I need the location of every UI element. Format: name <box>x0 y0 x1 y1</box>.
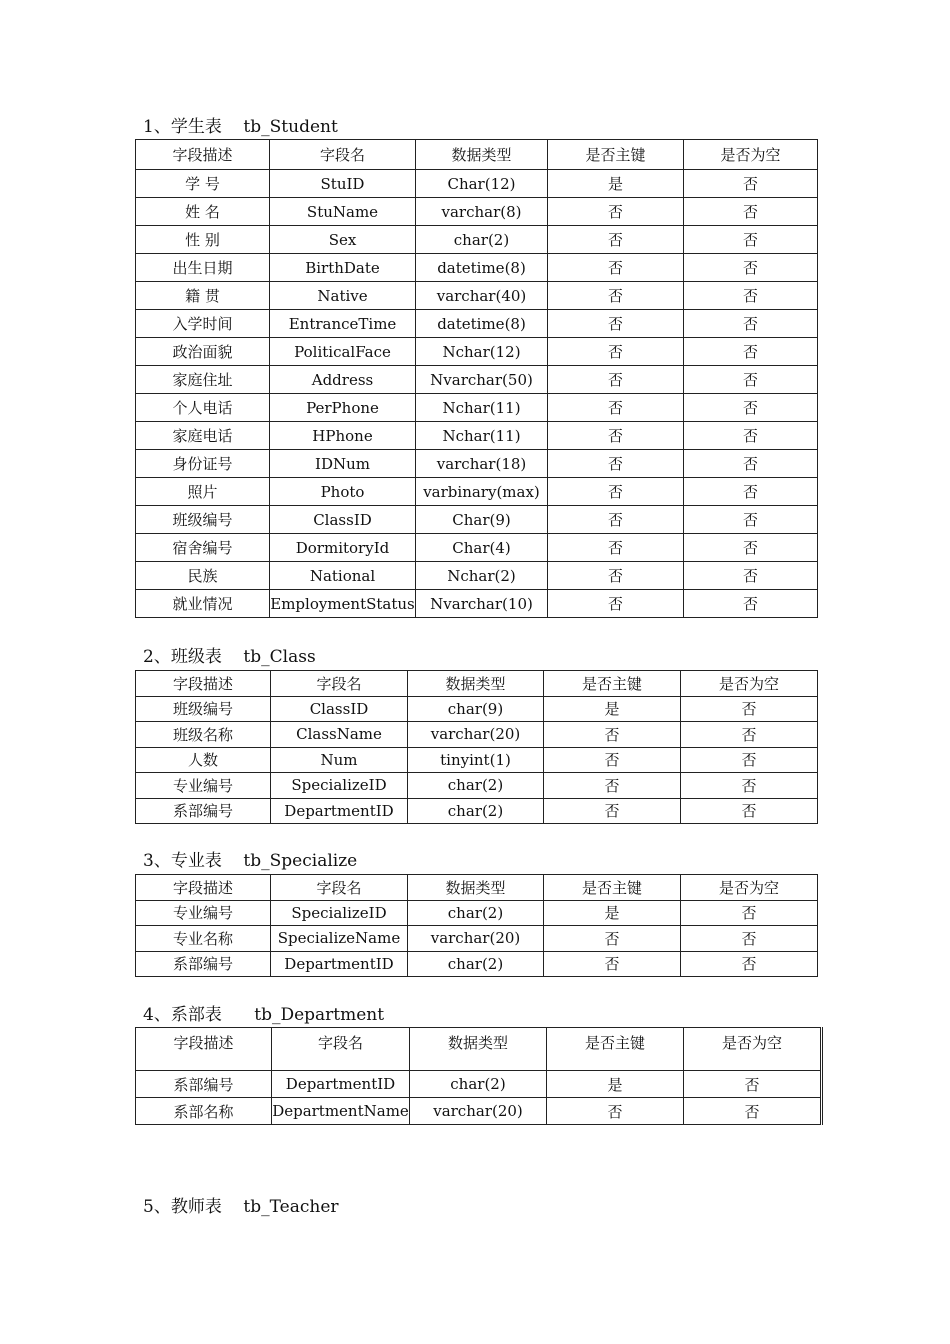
table-body <box>136 875 818 977</box>
section-title-student: 1、学生表 tb_Student <box>143 117 338 137</box>
cell-field-desc: 政治面貌 <box>136 338 270 366</box>
cell-field-desc: 就业情况 <box>136 590 270 618</box>
cell-is-nullable: 否 <box>684 506 818 534</box>
cell-data-type: Nchar(2) <box>416 562 548 590</box>
cell-is-nullable: 否 <box>681 951 818 977</box>
table-header-row <box>136 1028 822 1071</box>
cell-is-primary-key: 是 <box>547 1071 684 1098</box>
table-row <box>136 1071 822 1098</box>
cell-field-desc: 性 别 <box>136 226 270 254</box>
table-row <box>136 394 818 422</box>
cell-is-primary-key: 是 <box>548 170 684 198</box>
cell-data-type: varchar(20) <box>408 722 544 748</box>
header-is-primary-key: 是否主键 <box>544 671 681 697</box>
header-field-desc: 字段描述 <box>136 875 271 901</box>
cell-field-desc: 家庭住址 <box>136 366 270 394</box>
cell-is-primary-key: 否 <box>548 534 684 562</box>
cell-is-primary-key: 是 <box>544 900 681 926</box>
cell-is-nullable: 否 <box>684 534 818 562</box>
header-field-name: 字段名 <box>271 671 408 697</box>
cell-is-nullable: 否 <box>684 1098 822 1125</box>
table-row <box>136 226 818 254</box>
table-row <box>136 900 818 926</box>
header-field-desc: 字段描述 <box>136 671 271 697</box>
cell-is-primary-key: 是 <box>544 696 681 722</box>
table-header-row <box>136 671 818 697</box>
table-row <box>136 722 818 748</box>
cell-data-type: Char(9) <box>416 506 548 534</box>
table-row <box>136 198 818 226</box>
cell-is-nullable: 否 <box>684 310 818 338</box>
cell-is-primary-key: 否 <box>544 747 681 773</box>
header-data-type: 数据类型 <box>416 140 548 170</box>
header-field-name: 字段名 <box>270 140 416 170</box>
table-row <box>136 773 818 799</box>
table-row <box>136 506 818 534</box>
cell-field-name: Native <box>270 282 416 310</box>
cell-field-name: PoliticalFace <box>270 338 416 366</box>
table-row <box>136 747 818 773</box>
cell-is-nullable: 否 <box>684 1071 822 1098</box>
cell-data-type: varchar(18) <box>416 450 548 478</box>
cell-field-name: SpecializeID <box>271 773 408 799</box>
table-header-row <box>136 140 818 170</box>
cell-data-type: varchar(20) <box>410 1098 547 1125</box>
cell-is-nullable: 否 <box>684 282 818 310</box>
cell-field-name: Num <box>271 747 408 773</box>
header-data-type: 数据类型 <box>408 875 544 901</box>
cell-is-primary-key: 否 <box>548 478 684 506</box>
cell-is-primary-key: 否 <box>544 951 681 977</box>
cell-is-nullable: 否 <box>684 562 818 590</box>
table-row <box>136 254 818 282</box>
cell-is-primary-key: 否 <box>548 450 684 478</box>
cell-field-desc: 系部编号 <box>136 798 271 824</box>
header-field-desc: 字段描述 <box>136 1028 272 1071</box>
cell-data-type: Nvarchar(50) <box>416 366 548 394</box>
department-table <box>135 1027 823 1125</box>
table-row <box>136 562 818 590</box>
cell-field-desc: 班级名称 <box>136 722 271 748</box>
cell-field-name: SpecializeID <box>271 900 408 926</box>
cell-field-name: Photo <box>270 478 416 506</box>
cell-data-type: datetime(8) <box>416 254 548 282</box>
cell-is-nullable: 否 <box>681 696 818 722</box>
header-data-type: 数据类型 <box>410 1028 547 1071</box>
table-row <box>136 926 818 952</box>
table-row <box>136 534 818 562</box>
header-field-name: 字段名 <box>272 1028 410 1071</box>
section-title-specialize: 3、专业表 tb_Specialize <box>143 851 358 871</box>
cell-is-primary-key: 否 <box>547 1098 684 1125</box>
cell-field-name: SpecializeName <box>271 926 408 952</box>
cell-data-type: Nchar(11) <box>416 394 548 422</box>
cell-field-desc: 民族 <box>136 562 270 590</box>
cell-is-primary-key: 否 <box>548 198 684 226</box>
cell-is-nullable: 否 <box>684 366 818 394</box>
cell-data-type: Nchar(11) <box>416 422 548 450</box>
cell-data-type: varchar(8) <box>416 198 548 226</box>
cell-is-nullable: 否 <box>684 198 818 226</box>
header-is-nullable: 是否为空 <box>681 875 818 901</box>
cell-field-name: Address <box>270 366 416 394</box>
section-title-department: 4、系部表 tb_Department <box>143 1005 385 1025</box>
cell-field-desc: 系部名称 <box>136 1098 272 1125</box>
cell-data-type: Char(12) <box>416 170 548 198</box>
cell-is-nullable: 否 <box>684 450 818 478</box>
cell-field-name: Sex <box>270 226 416 254</box>
cell-data-type: varchar(20) <box>408 926 544 952</box>
table-row <box>136 282 818 310</box>
cell-field-desc: 个人电话 <box>136 394 270 422</box>
header-is-primary-key: 是否主键 <box>544 875 681 901</box>
cell-is-primary-key: 否 <box>544 722 681 748</box>
cell-field-name: EmploymentStatus <box>270 590 416 618</box>
cell-field-desc: 宿舍编号 <box>136 534 270 562</box>
table-row <box>136 478 818 506</box>
table-row <box>136 951 818 977</box>
cell-is-primary-key: 否 <box>544 798 681 824</box>
table-body <box>136 671 818 824</box>
table-row <box>136 170 818 198</box>
cell-data-type: char(2) <box>408 773 544 799</box>
specialize-table <box>135 874 818 977</box>
cell-field-desc: 学 号 <box>136 170 270 198</box>
cell-field-name: ClassName <box>271 722 408 748</box>
cell-field-name: DepartmentName <box>272 1098 410 1125</box>
cell-is-nullable: 否 <box>681 926 818 952</box>
cell-is-primary-key: 否 <box>548 394 684 422</box>
cell-is-primary-key: 否 <box>548 562 684 590</box>
cell-is-primary-key: 否 <box>548 590 684 618</box>
table-row <box>136 1098 822 1125</box>
cell-is-nullable: 否 <box>684 170 818 198</box>
cell-is-primary-key: 否 <box>548 422 684 450</box>
cell-data-type: char(2) <box>408 951 544 977</box>
cell-data-type: char(9) <box>408 696 544 722</box>
cell-field-name: EntranceTime <box>270 310 416 338</box>
cell-is-nullable: 否 <box>681 798 818 824</box>
cell-is-primary-key: 否 <box>548 338 684 366</box>
table-row <box>136 310 818 338</box>
cell-field-name: National <box>270 562 416 590</box>
header-data-type: 数据类型 <box>408 671 544 697</box>
cell-field-desc: 家庭电话 <box>136 422 270 450</box>
cell-field-name: DepartmentID <box>271 951 408 977</box>
table-row <box>136 422 818 450</box>
table-header-row <box>136 875 818 901</box>
cell-field-desc: 班级编号 <box>136 696 271 722</box>
cell-field-desc: 出生日期 <box>136 254 270 282</box>
cell-field-name: StuID <box>270 170 416 198</box>
cell-field-desc: 身份证号 <box>136 450 270 478</box>
table-body <box>136 140 818 618</box>
cell-field-name: IDNum <box>270 450 416 478</box>
cell-is-primary-key: 否 <box>548 254 684 282</box>
cell-is-nullable: 否 <box>684 254 818 282</box>
cell-field-desc: 专业编号 <box>136 900 271 926</box>
cell-field-name: HPhone <box>270 422 416 450</box>
cell-is-primary-key: 否 <box>548 310 684 338</box>
section-title-teacher: 5、教师表 tb_Teacher <box>143 1197 339 1217</box>
cell-is-nullable: 否 <box>684 226 818 254</box>
cell-data-type: char(2) <box>416 226 548 254</box>
cell-field-desc: 入学时间 <box>136 310 270 338</box>
cell-field-desc: 班级编号 <box>136 506 270 534</box>
table-row <box>136 590 818 618</box>
class-table <box>135 670 818 824</box>
table-row <box>136 366 818 394</box>
header-field-name: 字段名 <box>271 875 408 901</box>
cell-field-desc: 人数 <box>136 747 271 773</box>
cell-data-type: Char(4) <box>416 534 548 562</box>
cell-data-type: char(2) <box>408 798 544 824</box>
cell-is-nullable: 否 <box>684 478 818 506</box>
cell-field-desc: 专业名称 <box>136 926 271 952</box>
cell-is-primary-key: 否 <box>548 366 684 394</box>
section-title-class: 2、班级表 tb_Class <box>143 647 316 667</box>
cell-data-type: Nvarchar(10) <box>416 590 548 618</box>
cell-field-desc: 系部编号 <box>136 1071 272 1098</box>
student-table <box>135 139 818 618</box>
cell-is-nullable: 否 <box>684 394 818 422</box>
cell-is-primary-key: 否 <box>548 226 684 254</box>
cell-is-primary-key: 否 <box>544 926 681 952</box>
cell-data-type: tinyint(1) <box>408 747 544 773</box>
cell-is-primary-key: 否 <box>548 506 684 534</box>
header-is-nullable: 是否为空 <box>684 1028 822 1071</box>
cell-is-nullable: 否 <box>681 722 818 748</box>
cell-data-type: datetime(8) <box>416 310 548 338</box>
cell-data-type: Nchar(12) <box>416 338 548 366</box>
cell-field-name: PerPhone <box>270 394 416 422</box>
cell-field-name: DormitoryId <box>270 534 416 562</box>
cell-field-desc: 姓 名 <box>136 198 270 226</box>
cell-data-type: varbinary(max) <box>416 478 548 506</box>
cell-is-primary-key: 否 <box>548 282 684 310</box>
cell-field-desc: 专业编号 <box>136 773 271 799</box>
cell-field-desc: 籍 贯 <box>136 282 270 310</box>
header-field-desc: 字段描述 <box>136 140 270 170</box>
cell-data-type: char(2) <box>408 900 544 926</box>
cell-data-type: varchar(40) <box>416 282 548 310</box>
cell-field-desc: 系部编号 <box>136 951 271 977</box>
cell-is-primary-key: 否 <box>544 773 681 799</box>
table-body <box>136 1028 822 1125</box>
cell-data-type: char(2) <box>410 1071 547 1098</box>
cell-is-nullable: 否 <box>681 747 818 773</box>
cell-field-name: DepartmentID <box>271 798 408 824</box>
cell-is-nullable: 否 <box>684 422 818 450</box>
cell-is-nullable: 否 <box>684 338 818 366</box>
header-is-nullable: 是否为空 <box>681 671 818 697</box>
cell-is-nullable: 否 <box>681 900 818 926</box>
cell-is-nullable: 否 <box>681 773 818 799</box>
cell-field-name: BirthDate <box>270 254 416 282</box>
table-row <box>136 338 818 366</box>
cell-field-name: ClassID <box>271 696 408 722</box>
cell-field-desc: 照片 <box>136 478 270 506</box>
cell-field-name: StuName <box>270 198 416 226</box>
cell-field-name: DepartmentID <box>272 1071 410 1098</box>
table-row <box>136 450 818 478</box>
cell-field-name: ClassID <box>270 506 416 534</box>
table-row <box>136 696 818 722</box>
header-is-primary-key: 是否主键 <box>548 140 684 170</box>
table-row <box>136 798 818 824</box>
cell-is-nullable: 否 <box>684 590 818 618</box>
header-is-primary-key: 是否主键 <box>547 1028 684 1071</box>
header-is-nullable: 是否为空 <box>684 140 818 170</box>
